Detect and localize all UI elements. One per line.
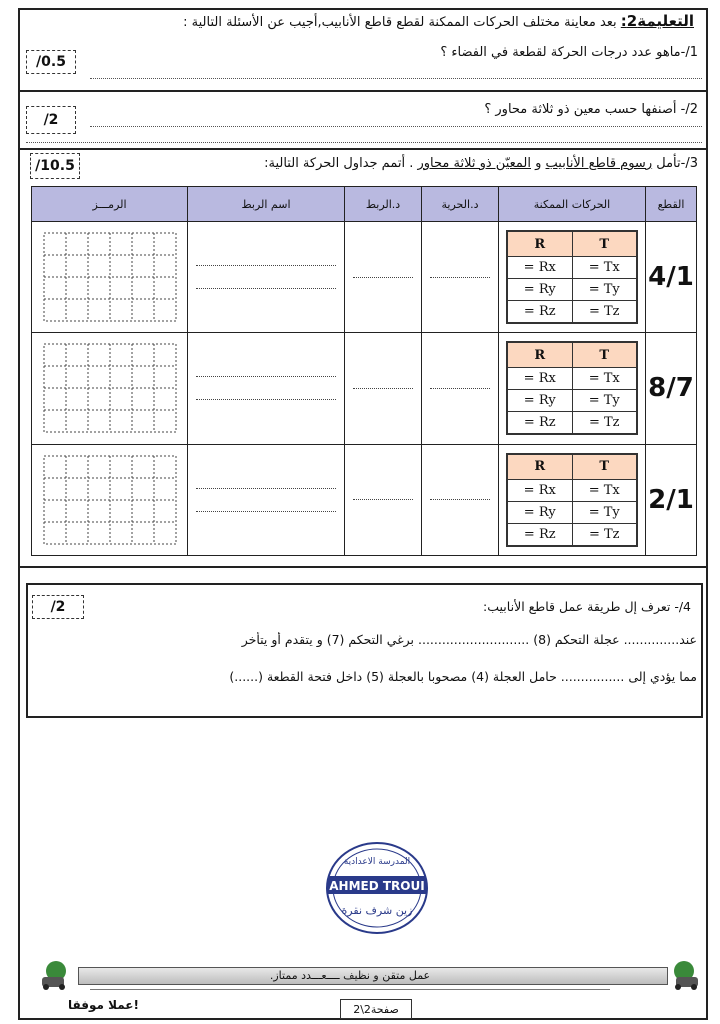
q1-answer-line[interactable] bbox=[90, 78, 702, 79]
q3-prefix: 3/-تأمل bbox=[656, 156, 698, 171]
header-freedom: د.الحرية bbox=[422, 187, 499, 222]
symbol-cell[interactable] bbox=[32, 222, 188, 333]
piece-label: 4/1 bbox=[646, 222, 697, 333]
header-movements: الحركات الممكنة bbox=[499, 187, 646, 222]
rx-field[interactable]: Rx = bbox=[507, 479, 572, 501]
school-stamp bbox=[322, 838, 432, 938]
q3-suffix: . أتمم جداول الحركة التالية: bbox=[264, 156, 414, 171]
tz-field[interactable]: Tz = bbox=[572, 301, 637, 324]
movement-cell bbox=[499, 444, 646, 555]
question-3 bbox=[98, 156, 698, 171]
ty-field[interactable]: Ty = bbox=[572, 279, 637, 301]
rz-field[interactable]: Rz = bbox=[507, 412, 572, 435]
rz-field[interactable]: Rz = bbox=[507, 523, 572, 546]
header-piece: القطع bbox=[646, 187, 697, 222]
ty-field[interactable]: Ty = bbox=[572, 390, 637, 412]
t-header: T bbox=[572, 454, 637, 480]
link-answer-line[interactable] bbox=[353, 499, 413, 500]
instruction bbox=[14, 12, 694, 30]
link-name-line-1[interactable] bbox=[196, 488, 336, 489]
mascot-left-icon bbox=[32, 955, 74, 991]
instruction-text: بعد معاينة مختلف الحركات الممكنة لقطع قاطع الأنابيب,أجيب عن الأسئلة التالية : bbox=[183, 15, 617, 30]
freedom-cell[interactable] bbox=[422, 222, 499, 333]
freedom-answer-line[interactable] bbox=[430, 388, 490, 389]
q4-line-1[interactable]: عند.............. عجلة التحكم (8) ............................ برغي التحكم (7) و يتقدم أو يتأخر bbox=[241, 632, 697, 647]
tz-field[interactable]: Tz = bbox=[572, 523, 637, 546]
separator bbox=[20, 148, 706, 150]
movement-table bbox=[31, 186, 697, 556]
tz-field[interactable]: Tz = bbox=[572, 412, 637, 435]
instruction-label: التعليمة2: bbox=[620, 12, 694, 30]
question-2: 2/- أصنفها حسب معين ذو ثلاثة محاور ؟ bbox=[484, 102, 698, 117]
freedom-cell[interactable] bbox=[422, 333, 499, 444]
symbol-cell[interactable] bbox=[32, 333, 188, 444]
freedom-answer-line[interactable] bbox=[430, 499, 490, 500]
ry-field[interactable]: Ry = bbox=[507, 279, 572, 301]
freedom-answer-line[interactable] bbox=[430, 277, 490, 278]
q4-box bbox=[26, 583, 703, 718]
link-name-cell[interactable] bbox=[188, 222, 345, 333]
rx-field[interactable]: Rx = bbox=[507, 368, 572, 390]
ry-field[interactable]: Ry = bbox=[507, 501, 572, 523]
sketch-grid[interactable] bbox=[42, 342, 178, 434]
link-name-line-1[interactable] bbox=[196, 265, 336, 266]
sketch-grid[interactable] bbox=[42, 231, 178, 323]
link-name-cell[interactable] bbox=[188, 444, 345, 555]
q3-conj: و bbox=[535, 156, 542, 171]
header-link-name: اسم الربط bbox=[188, 187, 345, 222]
freedom-cell[interactable] bbox=[422, 444, 499, 555]
header-link: د.الربط bbox=[345, 187, 422, 222]
q2-answer-line-2[interactable] bbox=[26, 142, 702, 143]
link-cell[interactable] bbox=[345, 444, 422, 555]
piece-label: 2/1 bbox=[646, 444, 697, 555]
header-symbol: الرمـــز bbox=[32, 187, 188, 222]
q4-title: 4/- تعرف إل طريقة عمل قاطع الأنابيب: bbox=[483, 599, 691, 614]
separator bbox=[20, 90, 706, 92]
t-header: T bbox=[572, 342, 637, 368]
link-cell[interactable] bbox=[345, 222, 422, 333]
footer-text: عمل متقن و نظيف ــــعـــدد ممتاز. bbox=[269, 969, 431, 982]
movement-mini-table bbox=[506, 453, 638, 547]
link-name-line-1[interactable] bbox=[196, 376, 336, 377]
movement-cell bbox=[499, 222, 646, 333]
movement-mini-table bbox=[506, 341, 638, 435]
piece-label: 8/7 bbox=[646, 333, 697, 444]
q3-underlined-1: رسوم قاطع الأنابيب bbox=[545, 156, 653, 171]
closing-wish: عملا موفقا! bbox=[68, 998, 139, 1012]
r-header: R bbox=[507, 231, 572, 257]
tx-field[interactable]: Tx = bbox=[572, 257, 637, 279]
rz-field[interactable]: Rz = bbox=[507, 301, 572, 324]
rx-field[interactable]: Rx = bbox=[507, 257, 572, 279]
q3-score: /10.5 bbox=[30, 153, 80, 179]
movement-cell bbox=[499, 333, 646, 444]
ty-field[interactable]: Ty = bbox=[572, 501, 637, 523]
link-name-cell[interactable] bbox=[188, 333, 345, 444]
sketch-grid[interactable] bbox=[42, 454, 178, 546]
link-name-line-2[interactable] bbox=[196, 288, 336, 289]
link-name-line-2[interactable] bbox=[196, 399, 336, 400]
stamp-line-1: المدرسة الاعدادية bbox=[343, 857, 411, 867]
tx-field[interactable]: Tx = bbox=[572, 479, 637, 501]
table-row bbox=[32, 333, 697, 444]
page-number: صفحة2\2 bbox=[340, 999, 412, 1019]
symbol-cell[interactable] bbox=[32, 444, 188, 555]
link-answer-line[interactable] bbox=[353, 388, 413, 389]
separator bbox=[20, 566, 706, 568]
table-row bbox=[32, 444, 697, 555]
stamp-line-2: AHMED TROUI bbox=[329, 879, 425, 893]
question-1: 1/-ماهو عدد درجات الحركة لقطعة في الفضاء ؟ bbox=[440, 45, 698, 60]
q3-underlined-2: المعيّن ذو ثلاثة محاور bbox=[417, 156, 531, 171]
t-header: T bbox=[572, 231, 637, 257]
q1-score: /0.5 bbox=[26, 50, 76, 74]
r-header: R bbox=[507, 342, 572, 368]
q2-answer-line-1[interactable] bbox=[90, 126, 702, 127]
stamp-line-3: زين شرف نقرة bbox=[341, 904, 413, 917]
q4-score: /2 bbox=[32, 595, 84, 619]
r-header: R bbox=[507, 454, 572, 480]
link-cell[interactable] bbox=[345, 333, 422, 444]
footer-rule bbox=[90, 989, 610, 990]
tx-field[interactable]: Tx = bbox=[572, 368, 637, 390]
link-name-line-2[interactable] bbox=[196, 511, 336, 512]
ry-field[interactable]: Ry = bbox=[507, 390, 572, 412]
q2-score: /2 bbox=[26, 106, 76, 134]
table-header-row bbox=[32, 187, 697, 222]
movement-mini-table bbox=[506, 230, 638, 324]
q4-line-2[interactable]: مما يؤدي إلى ................ حامل العجلة (4) مصحوبا بالعجلة (5) داخل فتحة القطعة (......) bbox=[229, 669, 697, 684]
mascot-right-icon bbox=[666, 955, 708, 991]
table-row bbox=[32, 222, 697, 333]
link-answer-line[interactable] bbox=[353, 277, 413, 278]
